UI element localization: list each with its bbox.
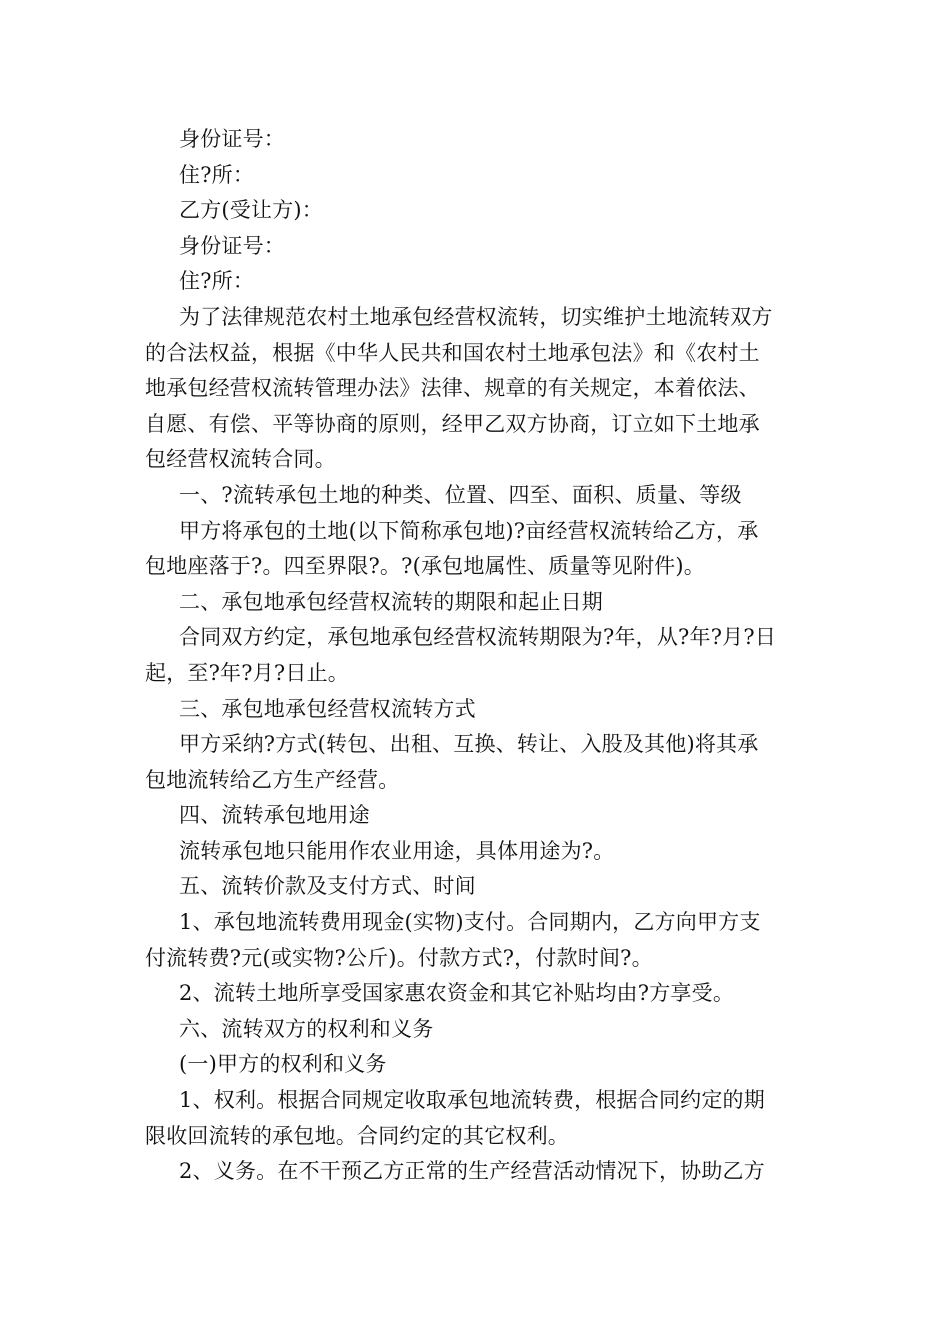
paragraph-line: 流转承包地只能用作农业用途，具体用途为?。	[179, 838, 615, 863]
paragraph-line: 自愿、有偿、平等协商的原则，经甲乙双方协商，订立如下土地承	[145, 411, 760, 436]
text-line-id-number-a: 身份证号：	[179, 127, 285, 151]
text-line-address-b: 住?所：	[179, 269, 255, 294]
paragraph-line: 2、义务。在不干预乙方正常的生产经营活动情况下，协助乙方	[179, 1159, 765, 1184]
paragraph-line: 甲方采纳?方式(转包、出租、互换、转让、入股及其他)将其承	[179, 732, 759, 757]
paragraph-line: 包地流转给乙方生产经营。	[145, 767, 400, 792]
section-heading-5: 五、流转价款及支付方式、时间	[179, 874, 476, 899]
paragraph-line: 包地座落于?。四至界限?。?(承包地属性、质量等见附件)。	[145, 554, 705, 579]
paragraph-line: 为了法律规范农村土地承包经营权流转，切实维护土地流转双方	[179, 304, 773, 329]
section-heading-3: 三、承包地承包经营权流转方式	[179, 696, 476, 721]
paragraph-line: 甲方将承包的土地(以下简称承包地)?亩经营权流转给乙方，承	[179, 518, 759, 543]
text-line-party-b: 乙方(受让方)：	[179, 198, 323, 223]
paragraph-line: 1、承包地流转费用现金(实物)支付。合同期内，乙方向甲方支	[179, 910, 761, 935]
section-heading-6: 六、流转双方的权利和义务	[179, 1016, 434, 1041]
paragraph-line: 包经营权流转合同。	[145, 447, 336, 472]
section-heading-2: 二、承包地承包经营权流转的期限和起止日期	[179, 589, 603, 614]
text-line-id-number-b: 身份证号：	[179, 233, 285, 258]
paragraph-line: 合同双方约定，承包地承包经营权流转期限为?年，从?年?月?日	[179, 625, 777, 650]
section-heading-1: 一、?流转承包土地的种类、位置、四至、面积、质量、等级	[179, 482, 742, 507]
paragraph-line: 起，至?年?月?日止。	[145, 660, 349, 685]
paragraph-line: 2、流转土地所享受国家惠农资金和其它补贴均由?方享受。	[179, 981, 735, 1006]
paragraph-line: 限收回流转的承包地。合同约定的其它权利。	[145, 1123, 569, 1148]
paragraph-line: 的合法权益，根据《中华人民共和国农村土地承包法》和《农村土	[145, 340, 760, 365]
paragraph-line: 付流转费?元(或实物?公斤)。付款方式?，付款时间?。	[145, 945, 653, 970]
text-line-address-a: 住?所：	[179, 162, 255, 187]
section-heading-4: 四、流转承包地用途	[179, 803, 370, 828]
paragraph-line: 地承包经营权流转管理办法》法律、规章的有关规定，本着依法、	[145, 376, 760, 401]
document-body	[145, 122, 815, 1190]
subsection-heading: (一)甲方的权利和义务	[179, 1052, 387, 1077]
paragraph-line: 1、权利。根据合同规定收取承包地流转费，根据合同约定的期	[179, 1088, 765, 1113]
